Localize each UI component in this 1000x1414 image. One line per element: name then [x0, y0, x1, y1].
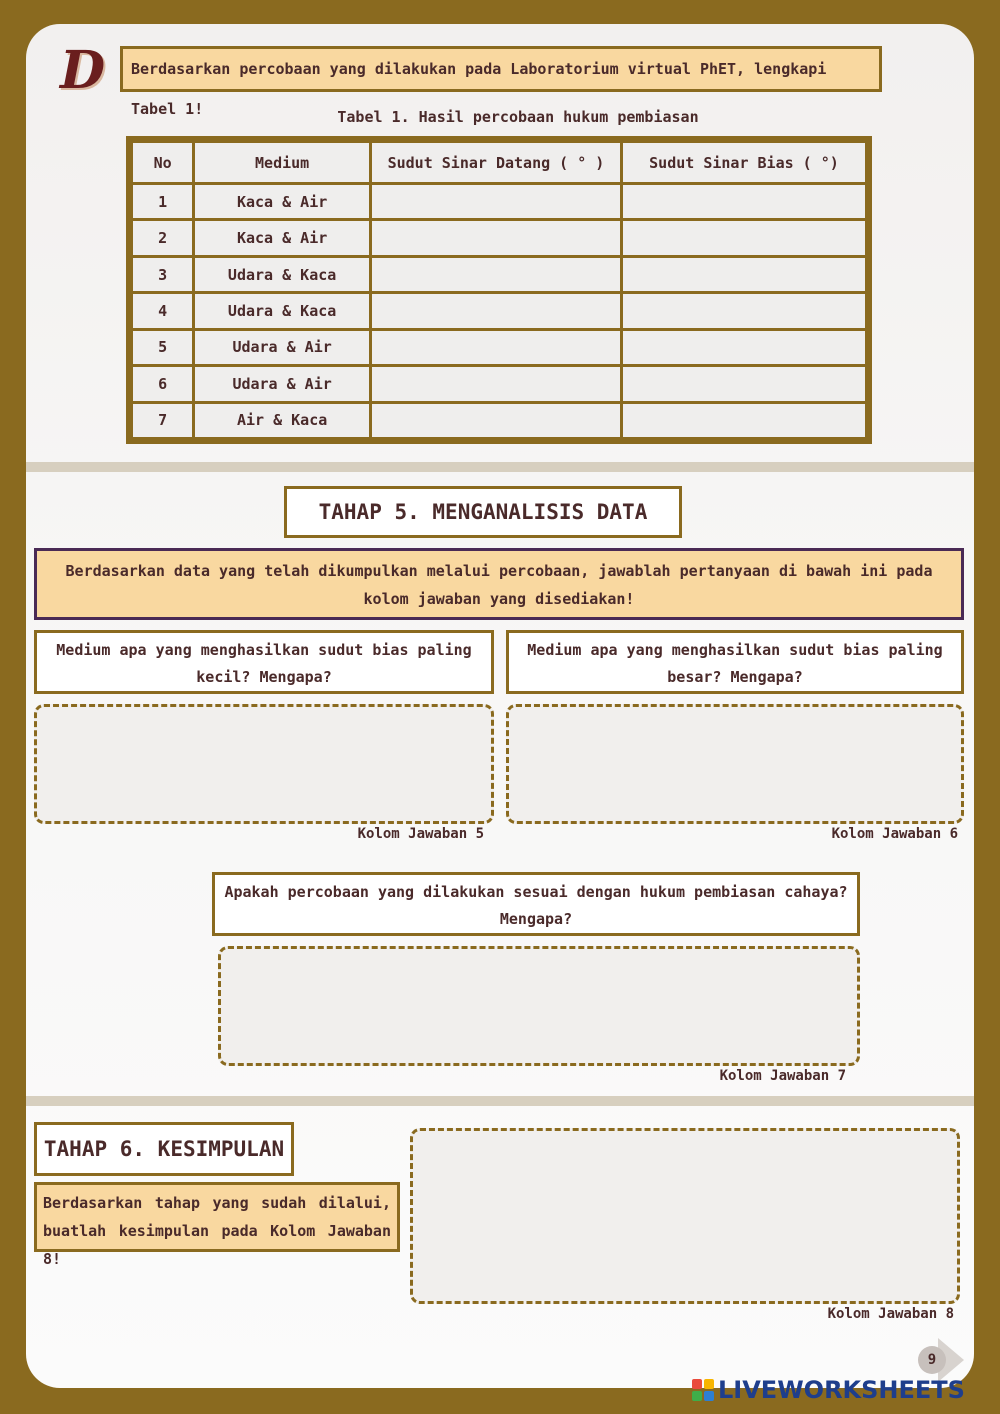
- row-no: 5: [132, 329, 194, 365]
- table-row: [132, 402, 867, 438]
- row-medium: Kaca & Air: [194, 184, 371, 220]
- refraction-angle-input[interactable]: [621, 402, 866, 438]
- header-incident-angle: Sudut Sinar Datang ( ° ): [370, 142, 621, 184]
- answer-box-5[interactable]: [34, 704, 494, 824]
- table-row: [132, 329, 867, 365]
- answer-label-8: Kolom Jawaban 8: [827, 1306, 954, 1322]
- header-no: No: [132, 142, 194, 184]
- answer-box-6[interactable]: [506, 704, 964, 824]
- results-table: [130, 140, 868, 440]
- row-no: 2: [132, 220, 194, 256]
- header-refraction-angle: Sudut Sinar Bias ( °): [621, 142, 866, 184]
- stage6-title: TAHAP 6. KESIMPULAN: [34, 1122, 294, 1176]
- row-no: 6: [132, 366, 194, 402]
- incident-angle-input[interactable]: [370, 184, 621, 220]
- incident-angle-input[interactable]: [370, 329, 621, 365]
- section-letter: D: [60, 40, 106, 101]
- incident-angle-input[interactable]: [370, 402, 621, 438]
- table-header-row: [132, 142, 867, 184]
- watermark: [692, 1374, 965, 1406]
- table-row: [132, 293, 867, 329]
- row-medium: Udara & Air: [194, 366, 371, 402]
- refraction-angle-input[interactable]: [621, 329, 866, 365]
- question-5: Medium apa yang menghasilkan sudut bias paling kecil? Mengapa?: [34, 630, 494, 694]
- row-medium: Udara & Kaca: [194, 256, 371, 292]
- answer-box-8[interactable]: [410, 1128, 960, 1304]
- stage6-instruction: Berdasarkan tahap yang sudah dilalui, buatlah kesimpulan pada Kolom Jawaban 8!: [34, 1182, 400, 1252]
- question-7: Apakah percobaan yang dilakukan sesuai dengan hukum pembiasan cahaya? Mengapa?: [212, 872, 860, 936]
- table-row: [132, 256, 867, 292]
- answer-label-6: Kolom Jawaban 6: [831, 826, 958, 842]
- incident-angle-input[interactable]: [370, 220, 621, 256]
- incident-angle-input[interactable]: [370, 293, 621, 329]
- table-row: [132, 184, 867, 220]
- refraction-angle-input[interactable]: [621, 220, 866, 256]
- table-caption: Tabel 1. Hasil percobaan hukum pembiasan: [337, 108, 699, 126]
- row-medium: Kaca & Air: [194, 220, 371, 256]
- refraction-angle-input[interactable]: [621, 366, 866, 402]
- refraction-angle-input[interactable]: [621, 184, 866, 220]
- refraction-angle-input[interactable]: [621, 293, 866, 329]
- row-medium: Air & Kaca: [194, 402, 371, 438]
- row-no: 1: [132, 184, 194, 220]
- row-no: 7: [132, 402, 194, 438]
- incident-angle-input[interactable]: [370, 366, 621, 402]
- worksheet-page: [26, 24, 974, 1388]
- liveworksheets-logo-icon: [692, 1379, 714, 1401]
- row-medium: Udara & Kaca: [194, 293, 371, 329]
- watermark-text: LIVEWORKSHEETS: [718, 1376, 965, 1404]
- question-6: Medium apa yang menghasilkan sudut bias paling besar? Mengapa?: [506, 630, 964, 694]
- row-no: 4: [132, 293, 194, 329]
- incident-angle-input[interactable]: [370, 256, 621, 292]
- stage5-instruction: Berdasarkan data yang telah dikumpulkan melalui percobaan, jawablah pertanyaan di bawah ini pada kolom jawaban yang disediakan!: [34, 548, 964, 620]
- section-d-instruction: Berdasarkan percobaan yang dilakukan pada Laboratorium virtual PhET, lengkapi Tabel 1!: [120, 46, 882, 92]
- section-divider: [26, 462, 974, 472]
- table-row: [132, 366, 867, 402]
- answer-label-5: Kolom Jawaban 5: [357, 826, 484, 842]
- answer-label-7: Kolom Jawaban 7: [719, 1068, 846, 1084]
- section-divider: [26, 1096, 974, 1106]
- header-medium: Medium: [194, 142, 371, 184]
- refraction-angle-input[interactable]: [621, 256, 866, 292]
- row-medium: Udara & Air: [194, 329, 371, 365]
- row-no: 3: [132, 256, 194, 292]
- stage5-title: TAHAP 5. MENGANALISIS DATA: [284, 486, 682, 538]
- answer-box-7[interactable]: [218, 946, 860, 1066]
- results-table-wrapper: [126, 136, 872, 444]
- page-number: 9: [918, 1346, 946, 1374]
- table-row: [132, 220, 867, 256]
